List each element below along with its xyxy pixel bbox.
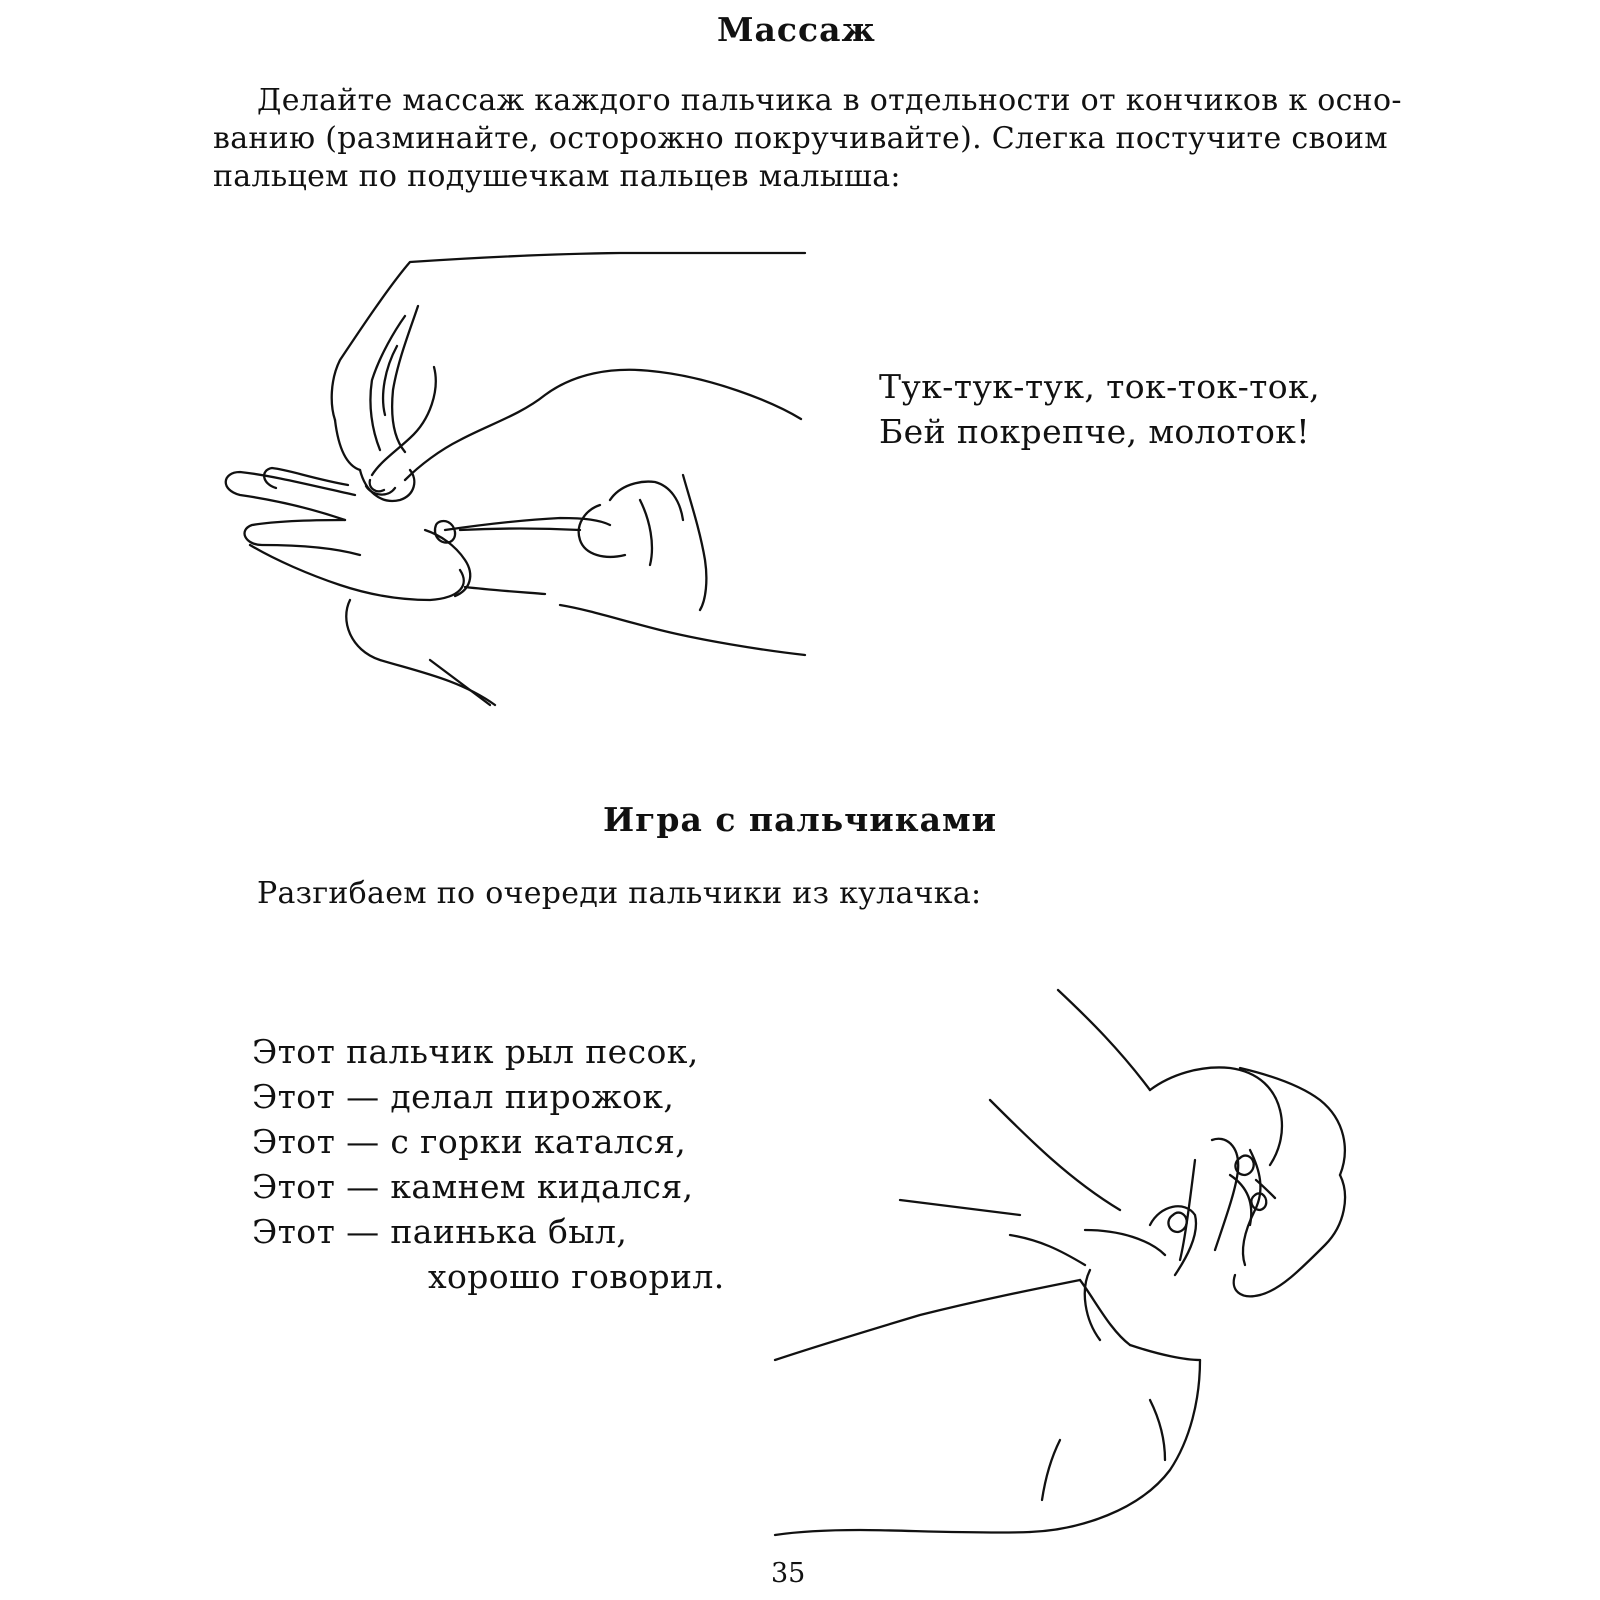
- rhyme-line: Тук-тук-тук, ток-ток-ток,: [879, 367, 1320, 406]
- rhyme-line: Бей покрепче, молоток!: [879, 412, 1310, 451]
- massage-instruction: [213, 82, 1402, 196]
- rhyme-line: Этот — камнем кидался,: [252, 1167, 694, 1206]
- rhyme-line: Этот — с горки катался,: [252, 1122, 687, 1161]
- rhyme-line: Этот — делал пирожок,: [252, 1077, 675, 1116]
- page-number: 35: [771, 1558, 806, 1589]
- rhyme-line: Этот пальчик рыл песок,: [252, 1032, 699, 1071]
- rhyme-line: Этот — паинька был,: [252, 1212, 628, 1251]
- instruction-line: пальцем по подушечкам пальцев малыша:: [213, 159, 901, 194]
- finger-game-instruction: Разгибаем по очереди пальчики из кулачка:: [257, 876, 982, 911]
- finger-game-rhyme: [252, 1029, 725, 1299]
- instruction-line: ванию (разминайте, осторожно покручивайте). Слегка постучите своим: [213, 121, 1388, 156]
- massage-rhyme: [879, 364, 1320, 454]
- instruction-line: Делайте массаж каждого пальчика в отдельности от кончиков к осно-: [257, 83, 1402, 118]
- finger-tapping-hands-icon: [215, 245, 815, 715]
- massage-title: Массаж: [717, 10, 876, 49]
- unfolding-fist-hands-icon: [770, 985, 1360, 1545]
- finger-game-title: Игра с пальчиками: [603, 800, 998, 839]
- rhyme-line: хорошо говорил.: [428, 1257, 725, 1296]
